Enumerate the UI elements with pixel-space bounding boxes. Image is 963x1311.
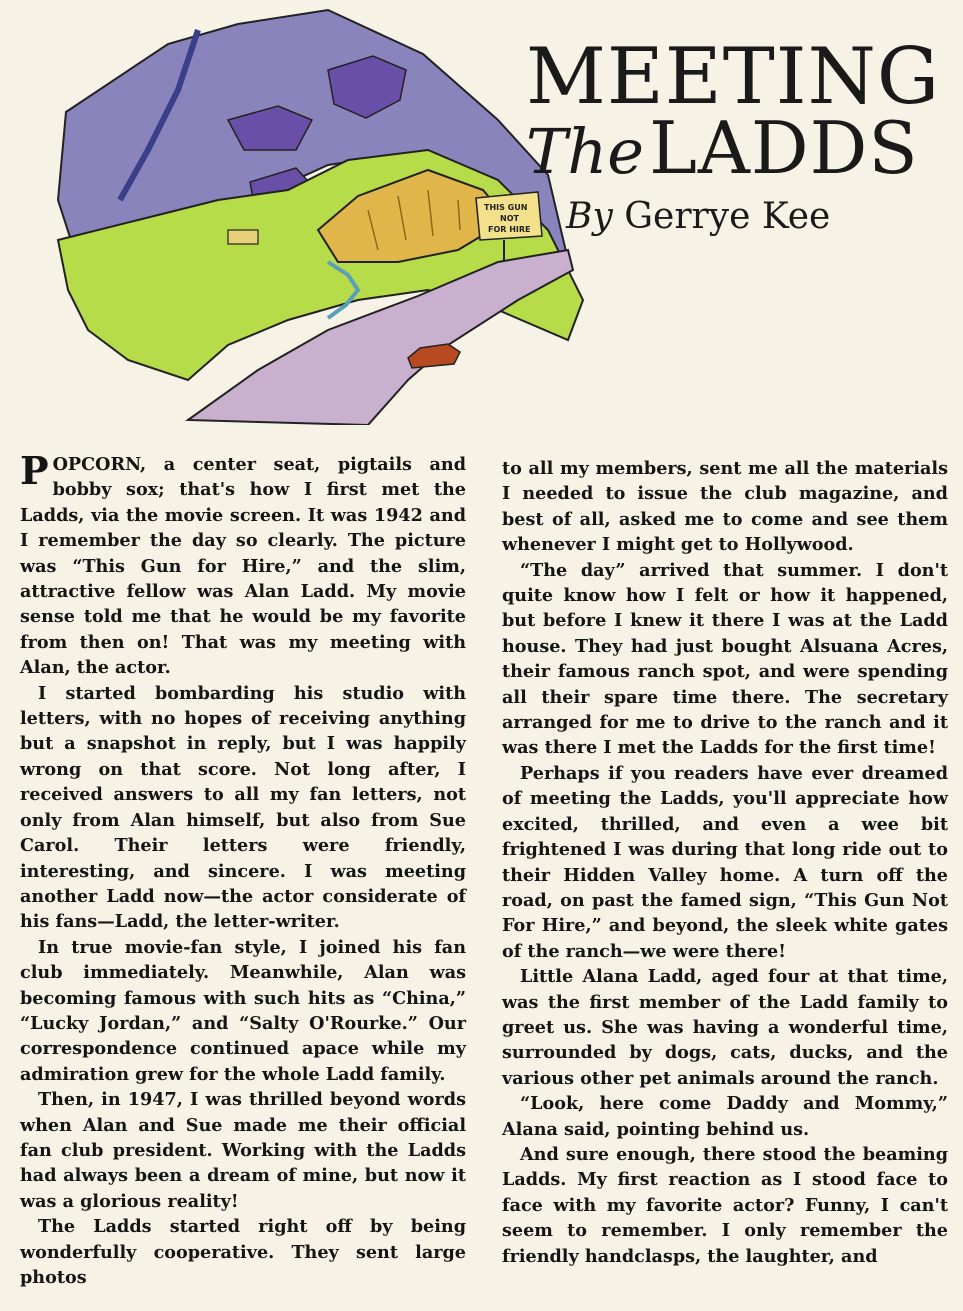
- article-paragraph: POPCORN, a center seat, pigtails and bobby sox; that's how I first met the Ladds, via the movie screen. It was 1942 and I remember the day so clearly. The picture was “This Gun for Hire,” and the slim, attractive fellow was Alan Ladd. My movie sense told me that he would be my favorite from then on! That was my meeting with Alan, the actor.: [20, 448, 466, 679]
- article-paragraph: Then, in 1947, I was thrilled beyond words when Alan and Sue made me their official fan club president. Working with the Ladds had always been a dream of mine, but now it was a glorious reality!: [20, 1089, 466, 1212]
- article-paragraph: The Ladds started right off by being wonderfully cooperative. They sent large photos: [20, 1216, 466, 1288]
- title-the-ladds: [526, 106, 956, 190]
- landscape-illustration: [28, 0, 588, 425]
- byline-by: By: [566, 196, 613, 237]
- sign-line: THIS GUN: [484, 203, 528, 212]
- article-paragraph: In true movie-fan style, I joined his fan club immediately. Meanwhile, Alan was becoming famous with such hits as “China,” “Lucky Jordan,” and “Salty O'Rourke.” Our correspondence continued apace while my admiration grew for the whole Ladd family.: [20, 936, 466, 1085]
- byline: [566, 196, 830, 237]
- article-column-left: [20, 448, 466, 1290]
- article-paragraph: “Look, here come Daddy and Mommy,” Alana said, pointing behind us.: [502, 1093, 948, 1140]
- article-paragraph: Perhaps if you readers have ever dreamed of meeting the Ladds, you'll appreciate how excited, thrilled, and even a wee bit frightened I was during that long ride out to their Hidden Valley home. A turn off the road, on past the famed sign, “This Gun Not For Hire,” and beyond, the sleek white gates of the ranch—we were there!: [502, 762, 948, 962]
- article-paragraph: And sure enough, there stood the beaming Ladds. My first reaction as I stood face to face with my favorite actor? Funny, I can't seem to remember. I only remember the friendly handclasps, the laughter, and: [502, 1143, 948, 1267]
- farmhouse: [228, 230, 258, 244]
- byline-author: Gerrye Kee: [624, 196, 831, 237]
- drop-cap: P: [20, 448, 49, 493]
- sign-line: FOR HIRE: [488, 225, 531, 234]
- article-paragraph: “The day” arrived that summer. I don't quite know how I felt or how it happened, but before I knew it there I was at the Ladd house. They had just bought Alsuana Acres, their famous ranch spot, and were spending all their spare time there. The secretary arranged for me to drive to the ranch and it was there I met the Ladds for the first time!: [502, 559, 948, 759]
- title-the: The: [526, 115, 644, 188]
- sign-line: NOT: [500, 214, 519, 223]
- article-paragraph: Little Alana Ladd, aged four at that time, was the first member of the Ladd family to greet us. She was having a wonderful time, surrounded by dogs, cats, ducks, and the various other pet animals around the ranch.: [502, 966, 948, 1089]
- title-ladds: LADDS: [649, 106, 919, 190]
- article-paragraph: I started bombarding his studio with letters, with no hopes of receiving anything but a snapshot in reply, but I was happily wrong on that score. Not long after, I received answers to all my fan letters, not only from Alan himself, but also from Sue Carol. Their letters were friendly, interesting, and sincere. I was meeting another Ladd now—the actor considerate of his fans—Ladd, the letter-writer.: [20, 682, 466, 933]
- title-meeting: MEETING: [526, 32, 941, 122]
- article-column-right: [502, 456, 948, 1269]
- article-paragraph: to all my members, sent me all the materials I needed to issue the club magazine, and best of all, asked me to come and see them whenever I might get to Hollywood.: [502, 458, 948, 556]
